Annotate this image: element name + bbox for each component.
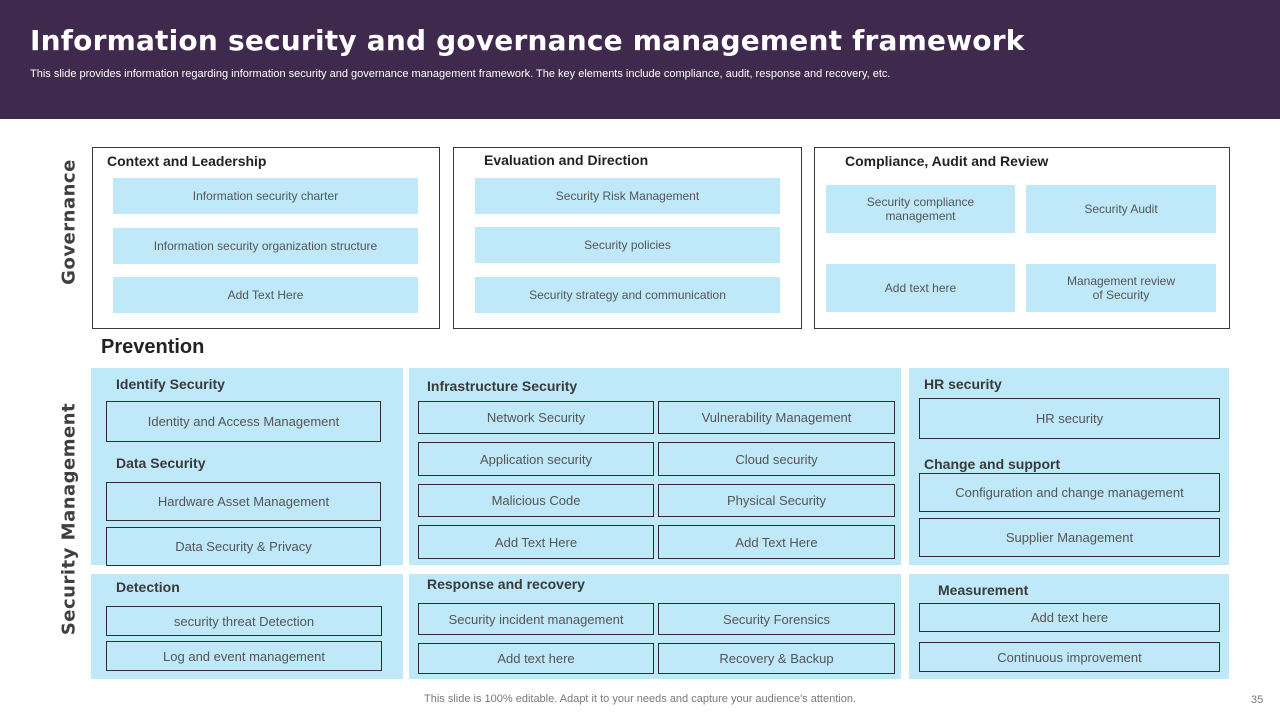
infrastructure-item: Malicious Code [418, 484, 654, 517]
response-recovery-title: Response and recovery [427, 576, 585, 592]
page-subtitle: This slide provides information regarding information security and governance management framework. The key elements include compliance, audit, response and recovery, etc. [30, 68, 891, 80]
infrastructure-item: Add Text Here [418, 525, 654, 559]
compliance-item: Security compliance management [826, 185, 1015, 233]
detection-item: security threat Detection [106, 606, 382, 636]
context-item: Information security organization structure [113, 228, 418, 264]
compliance-audit-title: Compliance, Audit and Review [845, 153, 1049, 169]
response-item: Add text here [418, 643, 654, 674]
infrastructure-item: Physical Security [658, 484, 895, 517]
identify-item: Identity and Access Management [106, 401, 381, 442]
prevention-title: Prevention [101, 336, 205, 358]
data-item: Hardware Asset Management [106, 482, 381, 521]
context-leadership-title: Context and Leadership [107, 153, 267, 169]
detection-item: Log and event management [106, 641, 382, 671]
measurement-title: Measurement [938, 582, 1029, 598]
evaluation-direction-title: Evaluation and Direction [484, 152, 649, 168]
security-management-side-label: Security Management [58, 402, 80, 636]
detection-title: Detection [116, 579, 180, 595]
infrastructure-item: Vulnerability Management [658, 401, 895, 434]
compliance-item: Add text here [826, 264, 1015, 312]
change-item: Supplier Management [919, 518, 1220, 557]
data-item: Data Security & Privacy [106, 527, 381, 566]
footer-note: This slide is 100% editable. Adapt it to your needs and capture your audience's attention. [424, 693, 856, 705]
infrastructure-security-title: Infrastructure Security [427, 378, 578, 394]
response-item: Security incident management [418, 603, 654, 635]
measurement-item: Continuous improvement [919, 642, 1220, 672]
evaluation-item: Security Risk Management [475, 178, 780, 214]
infrastructure-item: Network Security [418, 401, 654, 434]
hr-item: HR security [919, 398, 1220, 439]
identify-security-title: Identify Security [116, 376, 225, 392]
change-support-title: Change and support [924, 456, 1061, 472]
response-item: Security Forensics [658, 603, 895, 635]
evaluation-item: Security policies [475, 227, 780, 263]
hr-security-title: HR security [924, 376, 1002, 392]
page-title: Information security and governance management framework [30, 24, 1025, 57]
infrastructure-item: Application security [418, 442, 654, 476]
context-item: Information security charter [113, 178, 418, 214]
context-item: Add Text Here [113, 277, 418, 313]
response-item: Recovery & Backup [658, 643, 895, 674]
evaluation-item: Security strategy and communication [475, 277, 780, 313]
data-security-title: Data Security [116, 455, 206, 471]
change-item: Configuration and change management [919, 473, 1220, 512]
page-number: 35 [1251, 694, 1264, 706]
compliance-item: Security Audit [1026, 185, 1216, 233]
infrastructure-item: Add Text Here [658, 525, 895, 559]
infrastructure-item: Cloud security [658, 442, 895, 476]
governance-side-label: Governance [58, 159, 80, 285]
measurement-item: Add text here [919, 603, 1220, 632]
header-bar [0, 0, 1280, 119]
compliance-item: Management review of Security [1026, 264, 1216, 312]
